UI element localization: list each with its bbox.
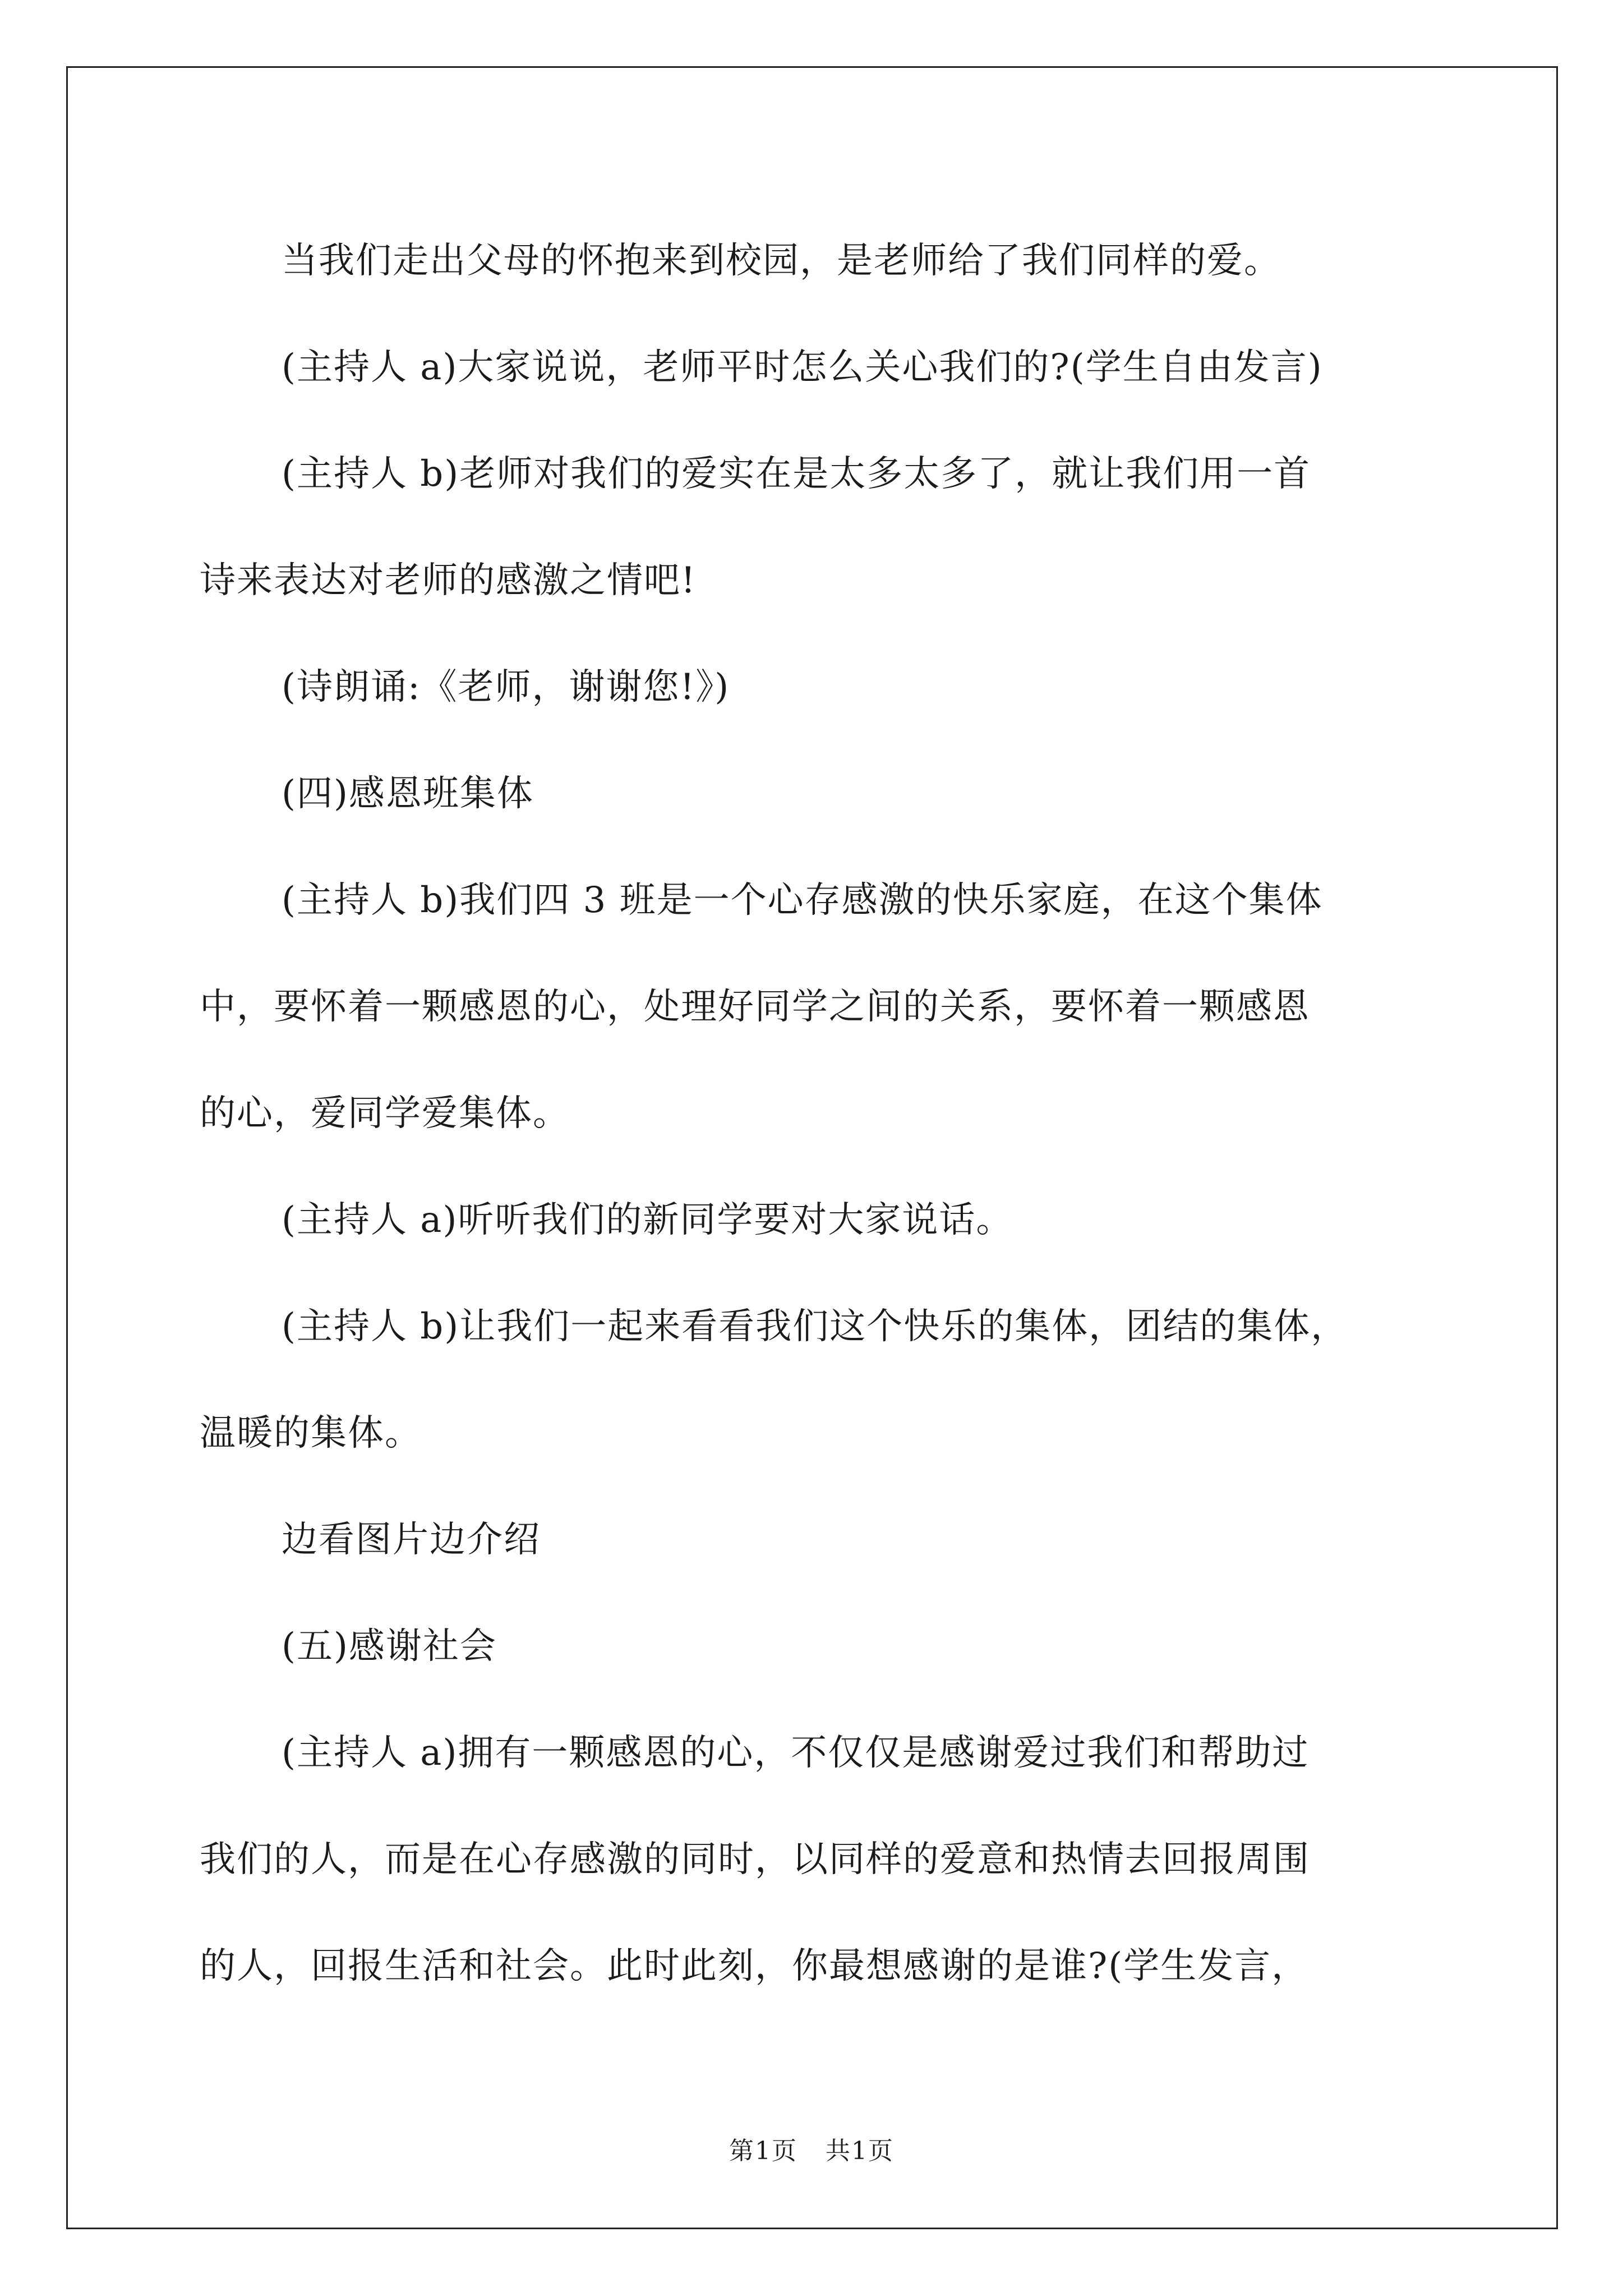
paragraph-line: 温暖的集体。	[200, 1412, 422, 1454]
page-total: 共1页	[826, 2137, 894, 2165]
page-footer	[0, 2131, 1623, 2166]
paragraph-line: (主持人 a)大家说说，老师平时怎么关心我们的?(学生自由发言)	[282, 347, 1323, 388]
paragraph-line: 的心，爱同学爱集体。	[200, 1093, 570, 1134]
paragraph-line: 诗来表达对老师的感激之情吧!	[200, 560, 697, 601]
paragraph-line: (主持人 b)让我们一起来看看我们这个快乐的集体，团结的集体，	[282, 1306, 1348, 1347]
paragraph-line: 中，要怀着一颗感恩的心，处理好同学之间的关系，要怀着一颗感恩	[200, 986, 1310, 1028]
paragraph-line: 边看图片边介绍	[282, 1519, 541, 1561]
document-body	[200, 208, 1433, 2019]
paragraph-line: 的人，回报生活和社会。此时此刻，你最想感谢的是谁?(学生发言，	[200, 1945, 1309, 1987]
paragraph-line: (诗朗诵:《老师，谢谢您!》)	[282, 666, 730, 708]
paragraph-line: (主持人 a)拥有一颗感恩的心，不仅仅是感谢爱过我们和帮助过	[282, 1732, 1310, 1774]
paragraph-line: 当我们走出父母的怀抱来到校园，是老师给了我们同样的爱。	[282, 240, 1281, 282]
paragraph-line: (主持人 b)我们四 3 班是一个心存感激的快乐家庭，在这个集体	[282, 880, 1323, 921]
section-heading: (四)感恩班集体	[282, 773, 534, 815]
section-heading: (五)感谢社会	[282, 1626, 497, 1667]
paragraph-line: 我们的人，而是在心存感激的同时，以同样的爱意和热情去回报周围	[200, 1839, 1310, 1880]
paragraph-line: (主持人 a)听听我们的新同学要对大家说话。	[282, 1199, 1013, 1241]
paragraph-line: (主持人 b)老师对我们的爱实在是太多太多了，就让我们用一首	[282, 453, 1311, 495]
page-number: 第1页	[729, 2137, 797, 2165]
